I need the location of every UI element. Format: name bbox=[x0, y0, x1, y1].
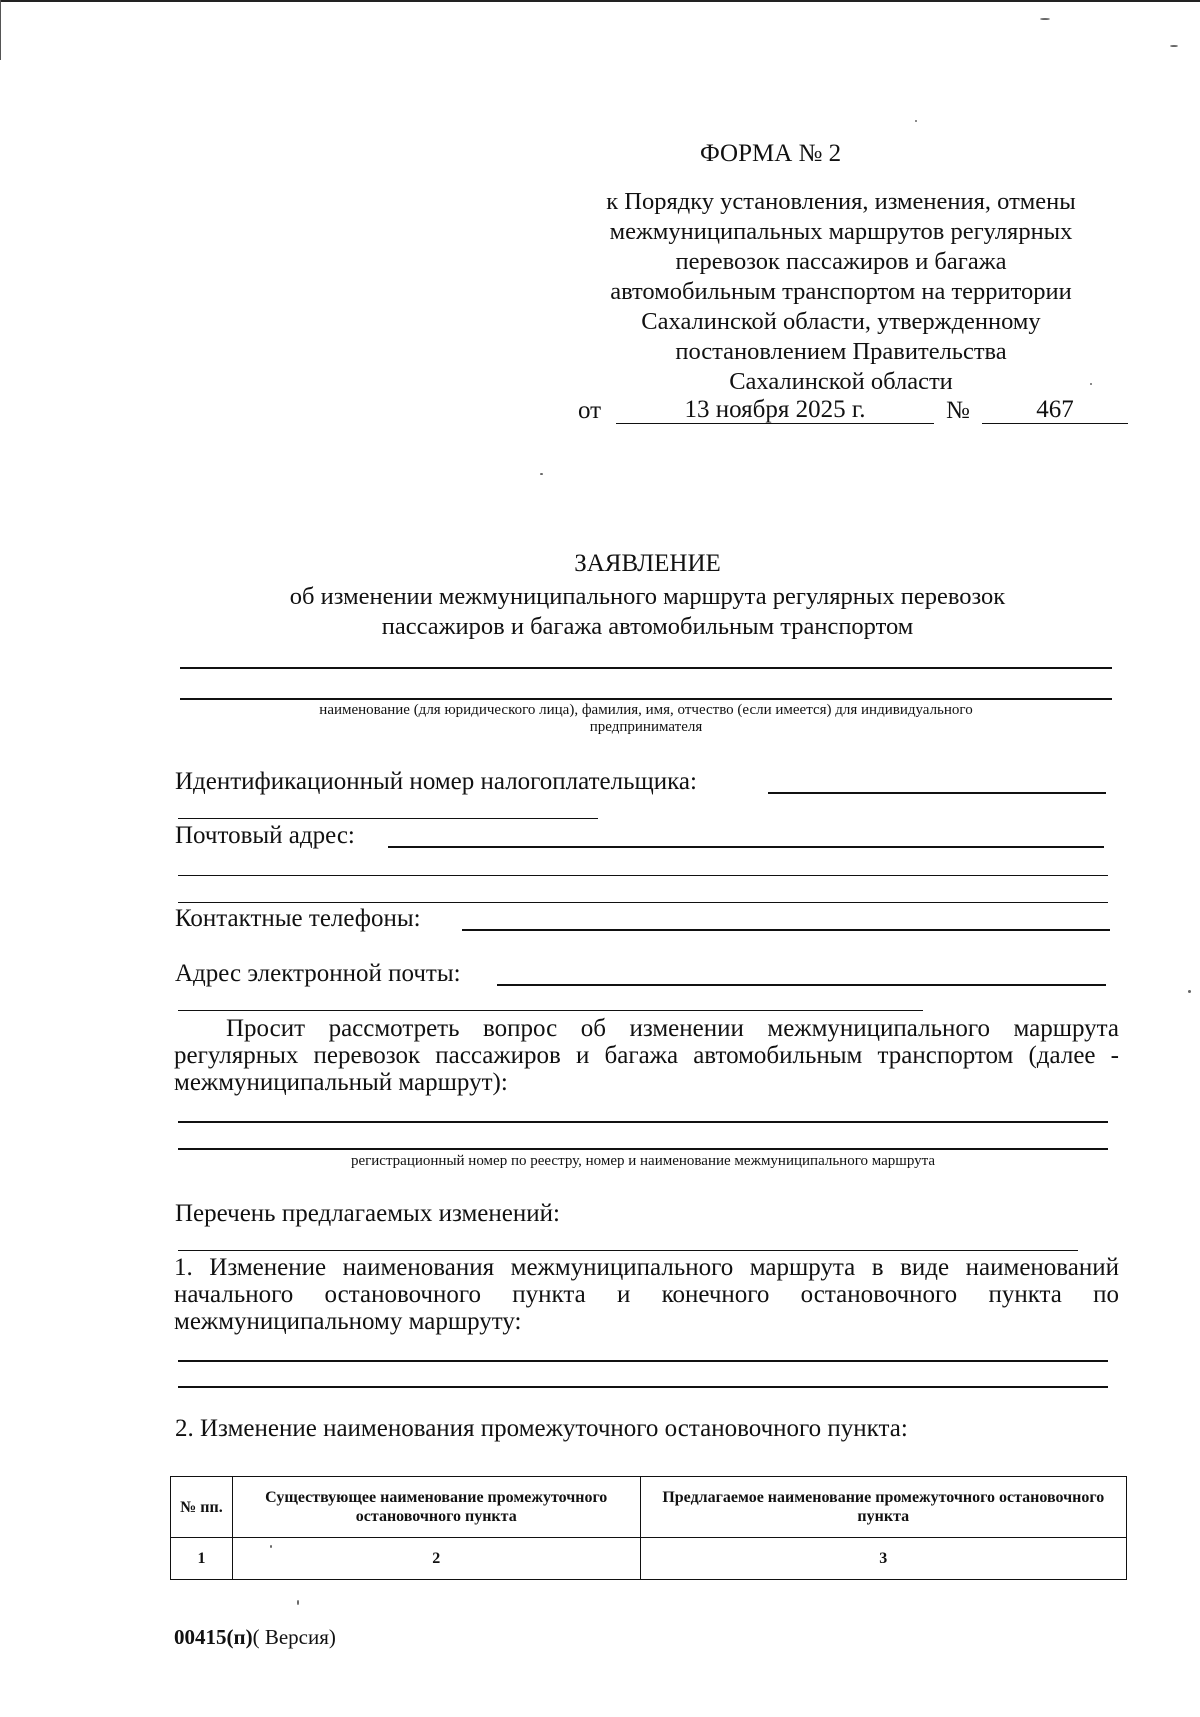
statement-subtitle-line: пассажиров и багажа автомобильным транспортом bbox=[381, 613, 914, 640]
scan-top-edge bbox=[0, 0, 1200, 2]
forma-reference-line: перевозок пассажиров и багажа bbox=[675, 248, 1007, 275]
changes-heading: Перечень предлагаемых изменений: bbox=[175, 1200, 560, 1227]
scan-speck bbox=[1040, 18, 1050, 20]
col-header-number: № пп. bbox=[171, 1477, 233, 1538]
scan-left-edge bbox=[0, 0, 1, 60]
forma-title: ФОРМА № 2 bbox=[700, 140, 842, 167]
change-item-1-line[interactable] bbox=[178, 1386, 1108, 1388]
forma-reference-line: межмуниципальных маршрутов регулярных bbox=[609, 218, 1073, 245]
table-cell[interactable]: 2 bbox=[232, 1538, 640, 1580]
stops-table bbox=[170, 1476, 1127, 1580]
table-cell[interactable]: 1 bbox=[171, 1538, 233, 1580]
statement-title: ЗАЯВЛЕНИЕ bbox=[574, 550, 721, 577]
number-sign: № bbox=[946, 397, 970, 424]
request-paragraph bbox=[174, 1015, 1119, 1096]
document-code-number: 00415(п) bbox=[174, 1625, 253, 1649]
scan-speck bbox=[297, 1600, 299, 1605]
table-header-row bbox=[171, 1477, 1127, 1538]
request-text: Просит рассмотреть вопрос об изменении межмуниципального маршрута регулярных перевозок пассажиров и багажа автомобильным транспортом (далее - межмуниципальный маршрут): bbox=[174, 1015, 1119, 1096]
email-label: Адрес электронной почты: bbox=[175, 960, 461, 987]
postal-address-line-3[interactable] bbox=[178, 902, 1108, 903]
scan-speck bbox=[915, 120, 917, 122]
applicant-caption bbox=[180, 702, 1112, 736]
forma-reference-line: постановлением Правительства bbox=[675, 338, 1007, 365]
applicant-caption-line: предпринимателя bbox=[589, 719, 703, 735]
forma-reference-line: к Порядку установления, изменения, отмены bbox=[606, 188, 1076, 215]
forma-reference-line: Сахалинской области, утвержденному bbox=[641, 308, 1041, 335]
postal-address-label: Почтовый адрес: bbox=[175, 822, 355, 849]
document-version: ( Версия) bbox=[252, 1625, 336, 1649]
route-line[interactable] bbox=[178, 1148, 1108, 1150]
email-field-continuation[interactable] bbox=[178, 1010, 923, 1011]
forma-reference bbox=[556, 187, 1126, 397]
applicant-caption-line: наименование (для юридического лица), фамилия, имя, отчество (если имеется) для индивидуального bbox=[319, 702, 973, 718]
document-code bbox=[174, 1625, 336, 1650]
decree-number: 467 bbox=[982, 397, 1128, 424]
route-caption: регистрационный номер по реестру, номер и наименование межмуниципального маршрута bbox=[350, 1153, 936, 1169]
decree-date: 13 ноября 2025 г. bbox=[616, 397, 934, 424]
applicant-name-line[interactable] bbox=[180, 698, 1112, 700]
table-cell[interactable]: 3 bbox=[640, 1538, 1126, 1580]
inn-field-continuation[interactable] bbox=[178, 818, 598, 819]
statement-subtitle-line: об изменении межмуниципального маршрута регулярных перевозок bbox=[289, 583, 1006, 610]
postal-address-field[interactable] bbox=[388, 846, 1104, 848]
col-header-proposed: Предлагаемое наименование промежуточного остановочного пункта bbox=[640, 1477, 1126, 1538]
statement-subtitle bbox=[180, 582, 1115, 642]
scan-speck bbox=[1188, 990, 1191, 993]
date-prefix: от bbox=[578, 397, 602, 424]
phones-field[interactable] bbox=[462, 929, 1110, 931]
email-field[interactable] bbox=[497, 984, 1106, 986]
inn-field[interactable] bbox=[768, 792, 1106, 794]
postal-address-line-2[interactable] bbox=[178, 875, 1108, 876]
changes-heading-line bbox=[178, 1250, 1078, 1251]
change-item-1: 1. Изменение наименования межмуниципального маршрута в виде наименований начального остановочного пункта и конечного остановочного пункта по межмуниципальному маршруту: bbox=[174, 1254, 1119, 1335]
decree-date-row bbox=[578, 397, 1138, 427]
applicant-name-line[interactable] bbox=[180, 667, 1112, 669]
change-item-2: 2. Изменение наименования промежуточного остановочного пункта: bbox=[175, 1415, 908, 1442]
forma-reference-line: Сахалинской области bbox=[729, 368, 953, 395]
phones-label: Контактные телефоны: bbox=[175, 905, 421, 932]
route-line[interactable] bbox=[178, 1121, 1108, 1123]
forma-reference-line: автомобильным транспортом на территории bbox=[610, 278, 1072, 305]
scan-speck bbox=[540, 473, 543, 475]
inn-label: Идентификационный номер налогоплательщика: bbox=[175, 768, 697, 795]
col-header-existing: Существующее наименование промежуточного остановочного пункта bbox=[232, 1477, 640, 1538]
table-row bbox=[171, 1538, 1127, 1580]
scan-speck bbox=[1170, 45, 1178, 47]
change-item-1-line[interactable] bbox=[178, 1360, 1108, 1362]
